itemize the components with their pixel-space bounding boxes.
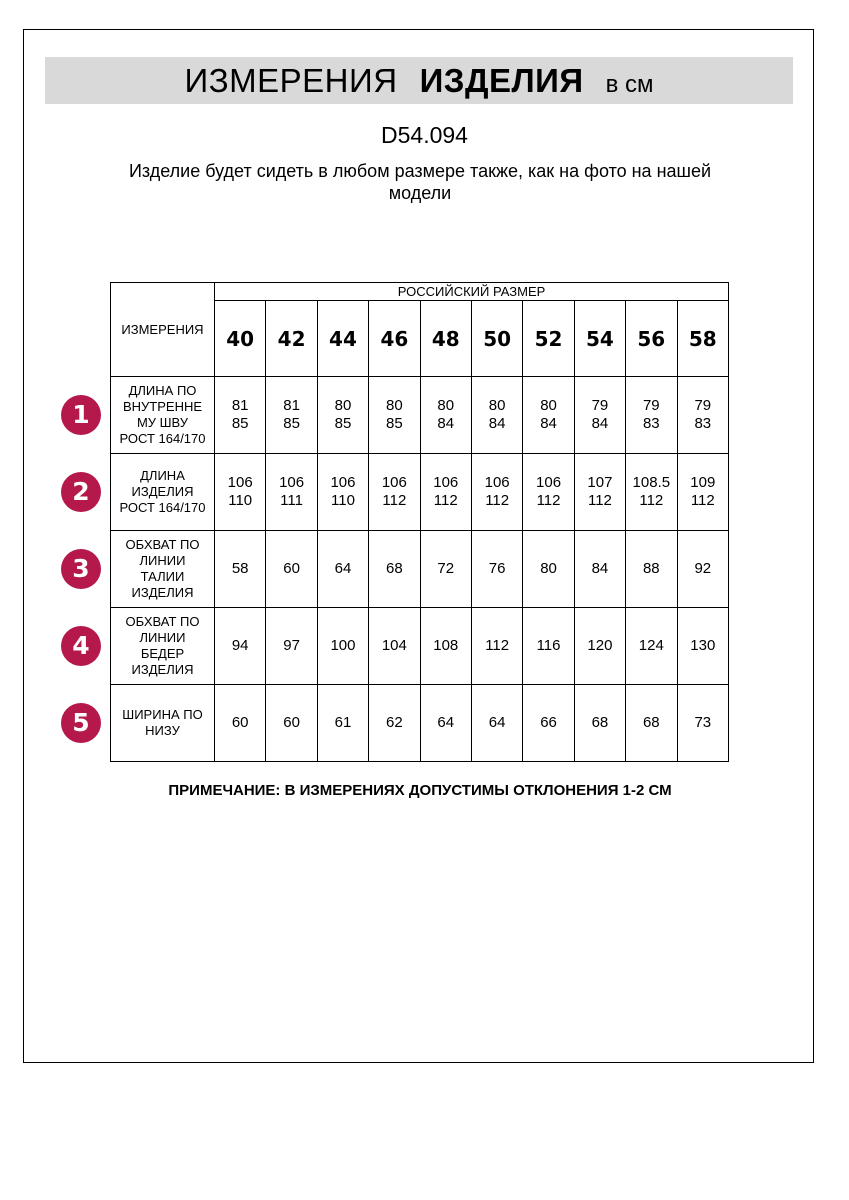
row-label-line: ШИРИНА ПО bbox=[122, 707, 203, 722]
table-cell bbox=[266, 685, 317, 762]
table-cell bbox=[369, 608, 420, 685]
cell-value: 112 bbox=[433, 492, 458, 509]
cell-value: 106 bbox=[381, 474, 407, 491]
cell-value: 85 bbox=[231, 415, 249, 432]
table-cell bbox=[317, 531, 368, 608]
cell-value: 60 bbox=[283, 560, 300, 577]
size-table-body bbox=[111, 283, 729, 762]
cell-value: 100 bbox=[330, 637, 356, 654]
cell-value: 83 bbox=[642, 415, 660, 432]
size-table bbox=[110, 282, 729, 762]
cell-value: 88 bbox=[642, 560, 660, 577]
size-header-cell: 46 bbox=[369, 301, 420, 377]
table-cell bbox=[369, 685, 420, 762]
cell-value: 76 bbox=[488, 560, 506, 577]
row-label-line: ЛИНИИ bbox=[139, 553, 186, 568]
table-cell bbox=[266, 608, 317, 685]
size-group-header: РОССИЙСКИЙ РАЗМЕР bbox=[215, 283, 729, 301]
cell-value: 97 bbox=[283, 637, 300, 654]
table-cell bbox=[471, 608, 522, 685]
row-label-line: РОСТ 164/170 bbox=[119, 431, 206, 446]
cell-value: 84 bbox=[437, 415, 455, 432]
cell-value: 72 bbox=[437, 560, 455, 577]
cell-value: 111 bbox=[280, 492, 303, 509]
size-header-cell: 56 bbox=[626, 301, 677, 377]
table-cell bbox=[626, 685, 677, 762]
table-cell bbox=[317, 608, 368, 685]
row-label-line: ДЛИНА bbox=[140, 468, 185, 483]
cell-value: 79 bbox=[642, 397, 660, 414]
title-band bbox=[45, 57, 793, 104]
table-cell bbox=[523, 377, 574, 454]
cell-value: 85 bbox=[334, 415, 352, 432]
row-label-line: ИЗДЕЛИЯ bbox=[131, 484, 194, 499]
row-label-line: ИЗДЕЛИЯ bbox=[131, 585, 194, 600]
size-header-cell: 48 bbox=[420, 301, 471, 377]
measure-header: ИЗМЕРЕНИЯ bbox=[111, 283, 215, 377]
product-code: D54.094 bbox=[381, 122, 468, 148]
table-cell bbox=[574, 685, 625, 762]
table-cell bbox=[574, 608, 625, 685]
table-cell bbox=[677, 608, 729, 685]
cell-value: 108.5 bbox=[632, 474, 671, 491]
table-cell bbox=[523, 531, 574, 608]
row-label bbox=[111, 608, 215, 685]
table-cell bbox=[677, 454, 729, 531]
cell-value: 81 bbox=[231, 397, 249, 414]
table-cell bbox=[266, 454, 317, 531]
table-row bbox=[111, 454, 729, 531]
table-cell bbox=[574, 531, 625, 608]
cell-value: 130 bbox=[690, 637, 716, 654]
table-cell bbox=[471, 531, 522, 608]
cell-value: 94 bbox=[231, 637, 249, 654]
cell-value: 116 bbox=[536, 637, 561, 654]
table-row bbox=[111, 377, 729, 454]
table-row bbox=[111, 608, 729, 685]
size-header-cell: 44 bbox=[317, 301, 368, 377]
subtitle bbox=[110, 160, 730, 204]
size-header-cell: 42 bbox=[266, 301, 317, 377]
cell-value: 80 bbox=[540, 397, 557, 414]
table-cell bbox=[420, 454, 471, 531]
cell-value: 80 bbox=[386, 397, 403, 414]
cell-value: 85 bbox=[283, 415, 300, 432]
row-number-badge: 2 bbox=[61, 472, 101, 512]
cell-value: 66 bbox=[540, 714, 557, 731]
row-label-line: РОСТ 164/170 bbox=[119, 500, 206, 515]
table-cell bbox=[626, 608, 677, 685]
table-cell bbox=[317, 377, 368, 454]
cell-value: 81 bbox=[283, 397, 300, 414]
table-cell bbox=[626, 531, 677, 608]
cell-value: 60 bbox=[231, 714, 249, 731]
cell-value: 106 bbox=[330, 474, 356, 491]
cell-value: 110 bbox=[228, 492, 253, 509]
cell-value: 124 bbox=[638, 637, 664, 654]
table-cell bbox=[626, 377, 677, 454]
row-label-line: МУ ШВУ bbox=[136, 415, 189, 430]
cell-value: 120 bbox=[587, 637, 613, 654]
title-bold: ИЗДЕЛИЯ bbox=[419, 62, 584, 99]
size-header-cell: 54 bbox=[574, 301, 625, 377]
cell-value: 92 bbox=[694, 560, 712, 577]
row-label-line: БЕДЕР bbox=[140, 646, 185, 661]
table-cell bbox=[215, 454, 266, 531]
cell-value: 109 bbox=[690, 474, 716, 491]
cell-value: 80 bbox=[540, 560, 557, 577]
cell-value: 106 bbox=[536, 474, 562, 491]
page-title bbox=[45, 57, 793, 104]
table-cell bbox=[420, 685, 471, 762]
table-cell bbox=[215, 377, 266, 454]
cell-value: 106 bbox=[227, 474, 253, 491]
cell-value: 84 bbox=[591, 560, 609, 577]
cell-value: 80 bbox=[488, 397, 506, 414]
table-cell bbox=[369, 531, 420, 608]
table-cell bbox=[369, 454, 420, 531]
table-cell bbox=[420, 377, 471, 454]
cell-value: 79 bbox=[591, 397, 609, 414]
row-label-line: ИЗДЕЛИЯ bbox=[131, 662, 194, 677]
table-cell bbox=[266, 531, 317, 608]
size-header-cell: 40 bbox=[215, 301, 266, 377]
table-cell bbox=[677, 377, 729, 454]
row-number-badge: 3 bbox=[61, 549, 101, 589]
cell-value: 112 bbox=[485, 492, 510, 509]
row-label-line: ОБХВАТ ПО bbox=[125, 537, 200, 552]
row-label bbox=[111, 685, 215, 762]
table-cell bbox=[471, 454, 522, 531]
row-label bbox=[111, 454, 215, 531]
title-unit: в см bbox=[605, 71, 654, 98]
cell-value: 73 bbox=[694, 714, 712, 731]
table-cell bbox=[574, 377, 625, 454]
table-cell bbox=[215, 685, 266, 762]
table-cell bbox=[574, 454, 625, 531]
table-cell bbox=[266, 377, 317, 454]
row-label-line: ЛИНИИ bbox=[139, 630, 186, 645]
title-regular: ИЗМЕРЕНИЯ bbox=[184, 62, 398, 99]
cell-value: 68 bbox=[386, 560, 403, 577]
table-cell bbox=[215, 608, 266, 685]
cell-value: 61 bbox=[334, 714, 352, 731]
cell-value: 83 bbox=[694, 415, 712, 432]
table-cell bbox=[677, 685, 729, 762]
cell-value: 60 bbox=[283, 714, 300, 731]
subtitle-line-2: модели bbox=[388, 183, 452, 203]
table-cell bbox=[523, 608, 574, 685]
row-number-badge: 4 bbox=[61, 626, 101, 666]
cell-value: 80 bbox=[437, 397, 455, 414]
cell-value: 68 bbox=[591, 714, 609, 731]
cell-value: 64 bbox=[488, 714, 506, 731]
table-cell bbox=[626, 454, 677, 531]
row-label-line: ВНУТРЕННЕ bbox=[122, 399, 203, 414]
cell-value: 112 bbox=[690, 492, 715, 509]
cell-value: 112 bbox=[587, 492, 612, 509]
cell-value: 58 bbox=[231, 560, 249, 577]
row-label bbox=[111, 531, 215, 608]
row-label-line: ДЛИНА ПО bbox=[128, 383, 197, 398]
cell-value: 104 bbox=[381, 637, 407, 654]
table-cell bbox=[215, 531, 266, 608]
cell-value: 85 bbox=[386, 415, 403, 432]
table-row bbox=[111, 685, 729, 762]
size-header-cell: 52 bbox=[523, 301, 574, 377]
cell-value: 106 bbox=[279, 474, 305, 491]
table-cell bbox=[471, 377, 522, 454]
row-label-line: НИЗУ bbox=[145, 723, 180, 738]
cell-value: 107 bbox=[587, 474, 613, 491]
row-label-line: ОБХВАТ ПО bbox=[125, 614, 200, 629]
table-cell bbox=[317, 454, 368, 531]
cell-value: 112 bbox=[639, 492, 664, 509]
row-label bbox=[111, 377, 215, 454]
table-cell bbox=[523, 685, 574, 762]
cell-value: 110 bbox=[331, 492, 355, 509]
table-cell bbox=[317, 685, 368, 762]
cell-value: 112 bbox=[485, 637, 510, 654]
table-cell bbox=[677, 531, 729, 608]
cell-value: 106 bbox=[484, 474, 510, 491]
cell-value: 68 bbox=[642, 714, 660, 731]
cell-value: 108 bbox=[433, 637, 459, 654]
subtitle-line-1: Изделие будет сидеть в любом размере также, как на фото на нашей bbox=[128, 161, 712, 181]
table-row bbox=[111, 531, 729, 608]
cell-value: 112 bbox=[536, 492, 561, 509]
cell-value: 112 bbox=[382, 492, 407, 509]
row-number-badge: 5 bbox=[61, 703, 101, 743]
cell-value: 80 bbox=[334, 397, 352, 414]
cell-value: 106 bbox=[433, 474, 459, 491]
note: ПРИМЕЧАНИЕ: В ИЗМЕРЕНИЯХ ДОПУСТИМЫ ОТКЛОНЕНИЯ 1-2 СМ bbox=[168, 782, 672, 799]
cell-value: 64 bbox=[437, 714, 455, 731]
table-cell bbox=[471, 685, 522, 762]
size-header-cell: 50 bbox=[471, 301, 522, 377]
cell-value: 84 bbox=[540, 415, 557, 432]
cell-value: 84 bbox=[488, 415, 506, 432]
table-cell bbox=[420, 608, 471, 685]
cell-value: 84 bbox=[591, 415, 609, 432]
cell-value: 79 bbox=[694, 397, 712, 414]
table-cell bbox=[420, 531, 471, 608]
table-cell bbox=[369, 377, 420, 454]
cell-value: 64 bbox=[334, 560, 352, 577]
cell-value: 62 bbox=[386, 714, 403, 731]
table-cell bbox=[523, 454, 574, 531]
row-label-line: ТАЛИИ bbox=[140, 569, 185, 584]
row-number-badge: 1 bbox=[61, 395, 101, 435]
size-header-cell: 58 bbox=[677, 301, 729, 377]
